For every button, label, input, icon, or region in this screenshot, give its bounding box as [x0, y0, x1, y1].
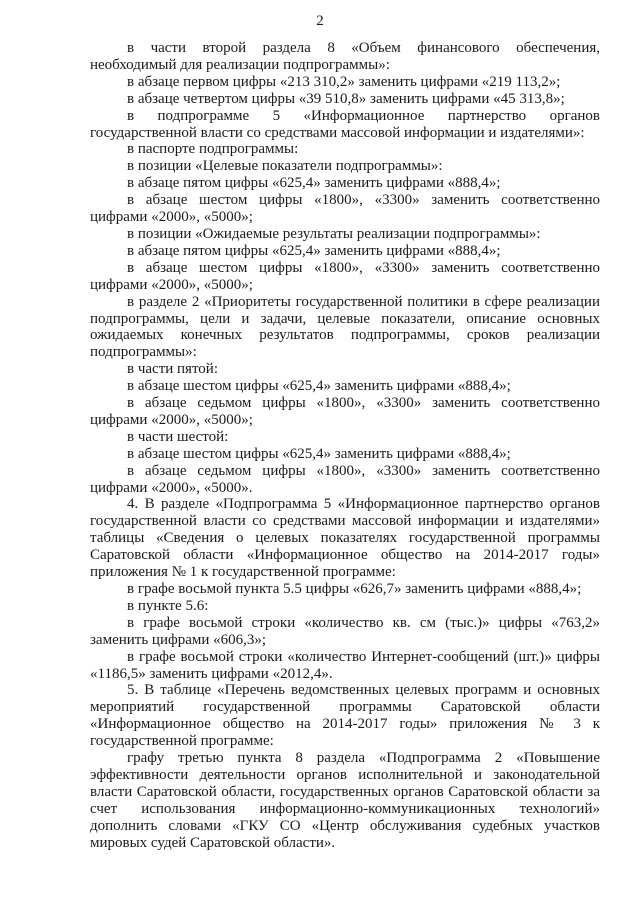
- paragraph: в абзаце четвертом цифры «39 510,8» заменить цифрами «45 313,8»;: [127, 90, 565, 107]
- paragraph: 4. В разделе «Подпрограмма 5 «Информационное партнерство органов государственной власти со средствами массовой информации и издателями» таблицы «Сведения о целевых показателях государственной программы Саратовской области «Информационное общество на 2014-2017 годы» приложения № 1 к государственной программе:: [90, 496, 600, 581]
- paragraph: в части второй раздела 8 «Объем финансового обеспечения, необходимый для реализации подпрограммы»:: [90, 40, 600, 73]
- paragraph: в абзаце седьмом цифры «1800», «3300» заменить соответственно цифрами «2000», «5000».: [90, 462, 600, 496]
- paragraph: в абзаце седьмом цифры «1800», «3300» заменить соответственно цифрами «2000», «5000»;: [90, 395, 600, 428]
- paragraph: в части шестой:: [127, 428, 229, 445]
- paragraph: в абзаце шестом цифры «625,4» заменить цифрами «888,4»;: [127, 378, 511, 395]
- paragraph: в абзаце шестом цифры «625,4» заменить цифрами «888,4»;: [127, 445, 511, 462]
- paragraph: в пункте 5.6:: [127, 597, 209, 614]
- paragraph: в абзаце шестом цифры «1800», «3300» заменить соответственно цифрами «2000», «5000»;: [90, 259, 600, 293]
- paragraph: в абзаце шестом цифры «1800», «3300» заменить соответственно цифрами «2000», «5000»;: [90, 192, 600, 226]
- paragraph: в абзаце первом цифры «213 310,2» заменить цифрами «219 113,2»;: [127, 73, 561, 90]
- page-number: 2: [316, 13, 324, 29]
- document-body: [90, 40, 600, 852]
- paragraph: в графе восьмой пункта 5.5 цифры «626,7» заменить цифрами «888,4»;: [127, 581, 582, 597]
- paragraph: в позиции «Целевые показатели подпрограммы»:: [127, 158, 443, 175]
- paragraph: в абзаце пятом цифры «625,4» заменить цифрами «888,4»;: [127, 242, 501, 259]
- paragraph: в паспорте подпрограммы:: [127, 141, 299, 158]
- paragraph: в части пятой:: [127, 361, 219, 378]
- paragraph: 5. В таблице «Перечень ведомственных целевых программ и основных мероприятий государственной программы Саратовской области «Информационное общество на 2014-2017 годы» приложения № 3 к государственной программе:: [90, 682, 600, 750]
- paragraph: в абзаце пятом цифры «625,4» заменить цифрами «888,4»;: [127, 175, 501, 192]
- paragraph: в графе восьмой строки «количество кв. см (тыс.)» цифры «763,2» заменить цифрами «606,3»;: [90, 614, 600, 648]
- paragraph: в разделе 2 «Приоритеты государственной политики в сфере реализации подпрограммы, цели и задачи, целевые показатели, описание основных ожидаемых конечных результатов подпрограммы, сроков реализации подпрограммы»:: [90, 293, 600, 361]
- paragraph: в графе восьмой строки «количество Интернет-сообщений (шт.)» цифры «1186,5» заменить цифрами «2012,4».: [90, 648, 600, 682]
- paragraph: в позиции «Ожидаемые результаты реализации подпрограммы»:: [127, 225, 541, 242]
- paragraph: в подпрограмме 5 «Информационное партнерство органов государственной власти со средствами массовой информации и издателями»:: [90, 107, 600, 141]
- paragraph: графу третью пункта 8 раздела «Подпрограмма 2 «Повышение эффективности деятельности органов исполнительной и законодательной власти Саратовской области, государственных органов Саратовской области за счет использования информационно-коммуникационных технологий» дополнить словами «ГКУ СО «Центр обслуживания судебных участков мировых судей Саратовской области».: [90, 750, 600, 851]
